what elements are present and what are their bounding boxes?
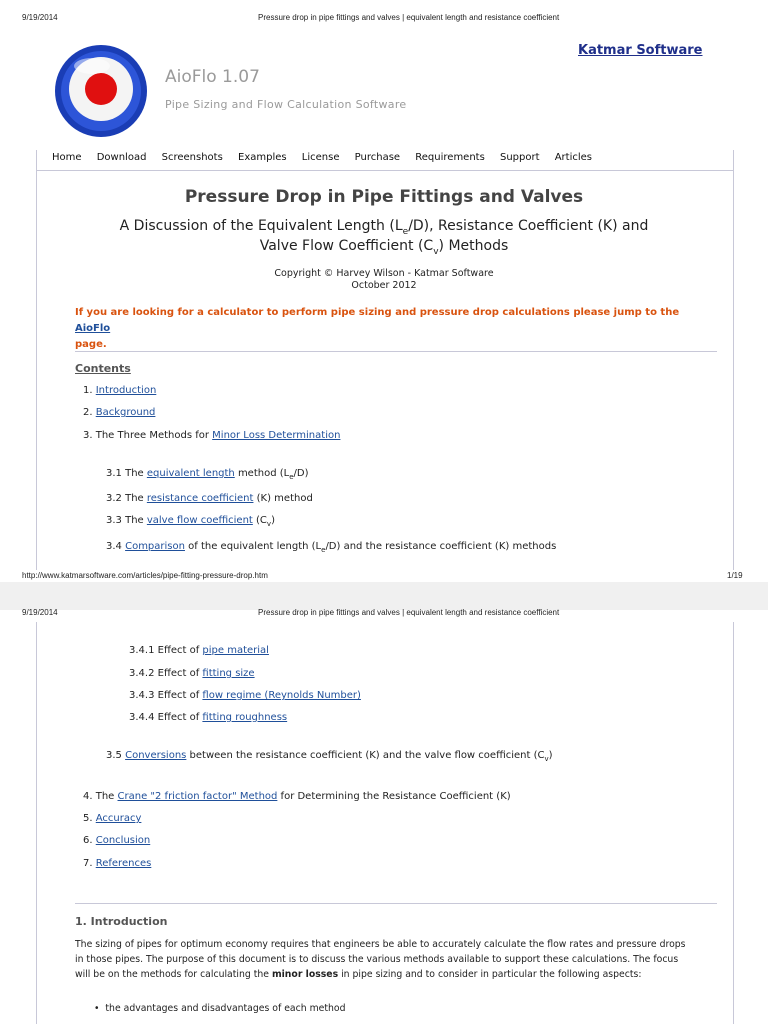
toc-item-3-4-1: 3.4.1 Effect of pipe material: [129, 645, 269, 656]
toc-item-3-1: 3.1 The equivalent length method $(L_e/D)$: [106, 468, 309, 481]
toc-item-3-5: 3.5 Conversions between the resistance coefficient (K) and the valve flow coefficient $(C_v)$: [106, 750, 553, 763]
article-title: Pressure Drop in Pipe Fittings and Valves: [184, 187, 584, 207]
print-date: 9/19/2014: [22, 13, 58, 22]
aioflo-logo-icon: [52, 42, 150, 140]
toc-item-3-4-3: 3.4.3 Effect of flow regime (Reynolds Number): [129, 690, 361, 701]
calculator-notice: If you are looking for a calculator to perform pipe sizing and pressure drop calculations please jump to the AioFlo page.: [75, 307, 680, 350]
toc-item-7: 7. References: [83, 858, 152, 869]
nav-download[interactable]: Download: [96, 152, 147, 163]
article-date: October 2012: [351, 280, 417, 291]
main-nav: [52, 152, 604, 163]
toc-item-4: 4. The Crane "2 friction factor" Method for Determining the Resistance Coefficient (K): [83, 791, 511, 802]
bullet-icon: •: [94, 1003, 100, 1014]
article-subtitle-line2: Valve Flow Coefficient $(C_v)$ Methods: [259, 238, 509, 257]
nav-screenshots[interactable]: Screenshots: [161, 152, 223, 163]
intro-paragraph: The sizing of pipes for optimum economy requires that engineers be able to accurately calculate the flow rates and pressure drops in those pipes. The purpose of this document is to discuss the various methods available to support these calculations. The focus will be on the methods for calculating the minor losses in pipe sizing and to consider in particular the following aspects:: [75, 939, 686, 980]
print-date-2: 9/19/2014: [22, 608, 58, 617]
print-page-number: 1/19: [727, 571, 743, 580]
toc-item-3-4-4: 3.4.4 Effect of fitting roughness: [129, 712, 288, 723]
toc-item-6: 6. Conclusion: [83, 835, 151, 846]
intro-heading: 1. Introduction: [75, 915, 168, 928]
nav-license[interactable]: License: [301, 152, 340, 163]
toc-item-3-4-2: 3.4.2 Effect of fitting size: [129, 668, 255, 679]
toc-item-5: 5. Accuracy: [83, 813, 142, 824]
article-subtitle-line1: A Discussion of the Equivalent Length $(L_e/D)$, Resistance Coefficient (K) and: [119, 218, 649, 237]
toc-item-2: 2. Background: [83, 407, 156, 418]
nav-requirements[interactable]: Requirements: [415, 152, 485, 163]
contents-heading: Contents: [75, 362, 131, 375]
app-name: AioFlo 1.07: [165, 67, 260, 87]
toc-item-3-2: 3.2 The resistance coefficient (K) method: [106, 493, 313, 504]
print-title-2: Pressure drop in pipe fittings and valves | equivalent length and resistance coefficient: [258, 608, 560, 617]
print-url: http://www.katmarsoftware.com/articles/pipe-fitting-pressure-drop.htm: [22, 571, 268, 580]
nav-purchase[interactable]: Purchase: [354, 152, 401, 163]
nav-articles[interactable]: Articles: [554, 152, 593, 163]
nav-support[interactable]: Support: [500, 152, 540, 163]
app-tagline: Pipe Sizing and Flow Calculation Software: [165, 98, 407, 111]
toc-item-1: 1. Introduction: [83, 385, 157, 396]
aioflo-link[interactable]: AioFlo: [75, 323, 111, 334]
copyright: Copyright © Harvey Wilson - Katmar Software: [274, 268, 494, 279]
nav-examples[interactable]: Examples: [238, 152, 287, 163]
toc-item-3-4: 3.4 Comparison of the equivalent length $(L_e/D)$ and the resistance coefficient (K) methods: [106, 541, 557, 554]
toc-item-3-3: 3.3 The valve flow coefficient $(C_v)$: [106, 515, 275, 528]
intro-bullet-1: • the advantages and disadvantages of each method: [94, 1003, 346, 1014]
nav-home[interactable]: Home: [52, 152, 82, 163]
print-title: Pressure drop in pipe fittings and valves | equivalent length and resistance coefficient: [258, 13, 560, 22]
toc-item-3: 3. The Three Methods for Minor Loss Determination: [83, 430, 341, 441]
company-link[interactable]: Katmar Software: [578, 43, 703, 58]
